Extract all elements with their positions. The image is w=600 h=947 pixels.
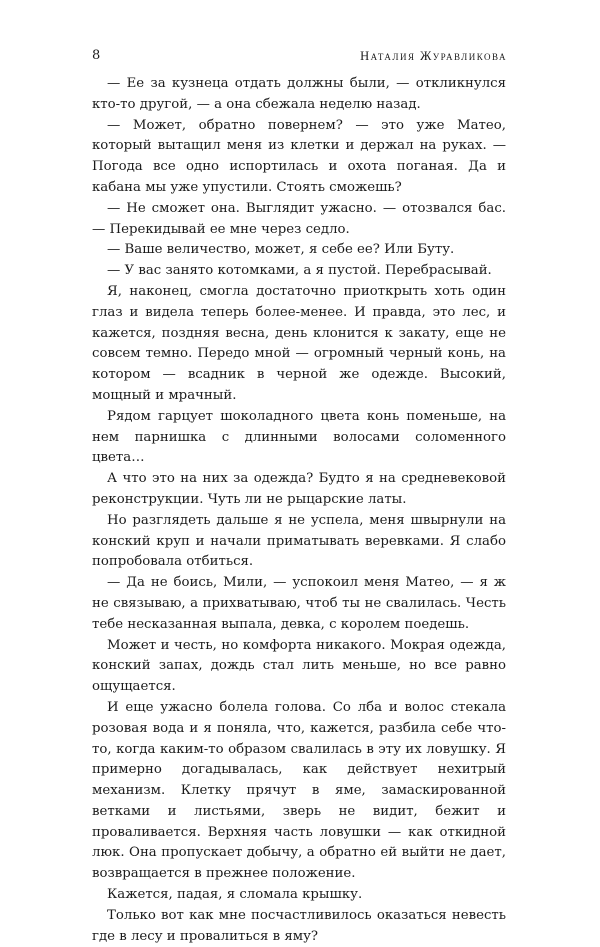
paragraph: Я, наконец, смогла достаточно приоткрыть хоть один глаз и видела теперь более-менее. И правда, это лес, и кажется, поздняя весна, день клонится к закату, еще не совсем темно. Передо мной — огромный черный конь, на котором — всадник в черной же одежде. Высокий, мощный и мрачный. [92, 283, 506, 403]
paragraph: — Может, обратно повернем? — это уже Матео, который вытащил меня из клетки и держал на руках. — Погода все одно испортилась и охота поганая. Да и кабана мы уже упустили. Стоять сможешь? [92, 117, 506, 195]
body-text [92, 74, 506, 947]
paragraph: — У вас занято котомками, а я пустой. Перебрасывай. [107, 263, 492, 279]
paragraph: Только вот как мне посчастливилось оказаться невесть где в лесу и провалиться в яму? [92, 907, 506, 944]
paragraph: Рядом гарцует шоколадного цвета конь поменьше, на нем парнишка с длинными волосами соломенного цвета… [92, 408, 506, 466]
paragraph: И еще ужасно болела голова. Со лба и волос стекала розовая вода и я поняла, что, кажется, разбила себе что-то, когда каким-то образом свалилась в эту их ловушку. Я примерно догадывалась, как действует нехитрый механизм. Клетку прячут в яме, замаскированной ветками и листьями, зверь не видит, бежит и проваливается. Верхняя часть ловушки — как откидной люк. Она пропускает добычу, а обратно ей выйти не дает, возвращается в прежнее положение. [92, 699, 506, 882]
paragraph: — Не сможет она. Выглядит ужасно. — отозвался бас. — Перекидывай ее мне через седло. [92, 200, 506, 237]
page-number: 8 [92, 48, 101, 63]
paragraph: Может и честь, но комфорта никакого. Мокрая одежда, конский запах, дождь стал лить меньше, но все равно ощущается. [92, 637, 506, 695]
paragraph: — Да не боись, Мили, — успокоил меня Матео, — я ж не связываю, а прихватываю, чтоб ты не свалилась. Честь тебе несказанная выпала, девка, с королем поедешь. [92, 575, 506, 632]
paragraph: Но разглядеть дальше я не успела, меня швырнули на конский круп и начали приматывать веревками. Я слабо попробовала отбиться. [92, 512, 506, 570]
paragraph: Кажется, падая, я сломала крышку. [107, 887, 363, 903]
paragraph: — Ваше величество, может, я себе ее? Или Буту. [107, 242, 455, 258]
running-head-author: Наталия Журавликова [360, 49, 507, 63]
paragraph: — Ее за кузнеца отдать должны были, — откликнулся кто-то другой, — а она сбежала неделю назад. [92, 76, 506, 112]
paragraph: А что это на них за одежда? Будто я на средневековой реконструкции. Чуть ли не рыцарские латы. [92, 471, 506, 507]
